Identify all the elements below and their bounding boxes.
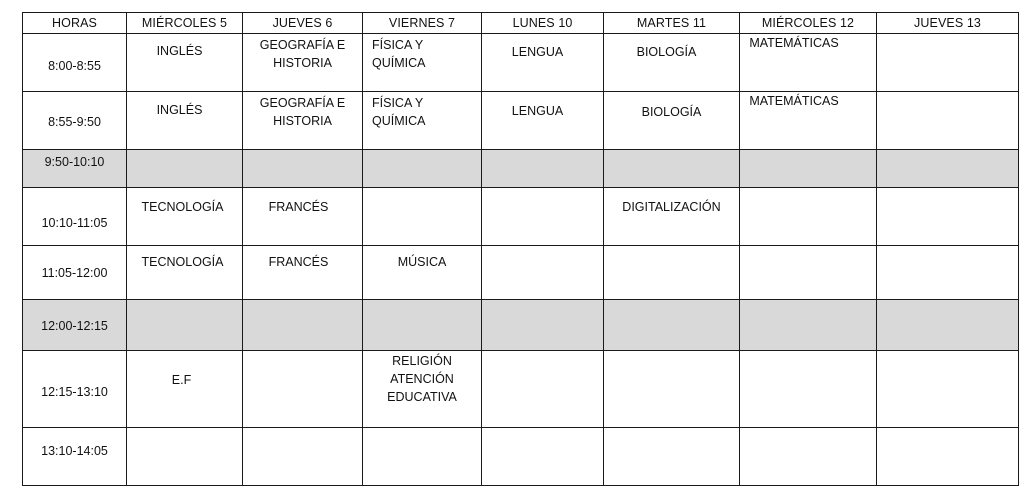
time-slot-row	[23, 246, 1019, 300]
time-slot-row	[23, 92, 1019, 150]
subject-label: BIOLOGÍA	[641, 105, 702, 119]
time-slot-label	[23, 246, 127, 300]
subject-label: INGLÉS	[156, 103, 203, 117]
schedule-cell	[243, 92, 363, 150]
column-header-day: LUNES 10	[482, 13, 604, 34]
subject-label: RELIGIÓN	[392, 354, 452, 368]
schedule-cell	[127, 300, 243, 351]
schedule-cell	[363, 428, 482, 486]
schedule-cell	[604, 300, 740, 351]
subject-label: GEOGRAFÍA E	[259, 96, 346, 110]
subject-label: LENGUA	[511, 104, 564, 118]
subject-label: LENGUA	[511, 45, 564, 59]
break-row	[23, 300, 1019, 351]
column-header-day: JUEVES 6	[243, 13, 363, 34]
schedule-cell	[243, 351, 363, 428]
schedule-cell	[877, 188, 1019, 246]
schedule-cell	[877, 92, 1019, 150]
column-header-day: MIÉRCOLES 12	[740, 13, 877, 34]
subject-label: MÚSICA	[397, 255, 447, 269]
time-slot-text: 8:00-8:55	[48, 58, 101, 73]
time-slot-text: 12:15-13:10	[41, 385, 108, 399]
time-slot-label	[23, 34, 127, 92]
schedule-cell	[363, 150, 482, 188]
schedule-cell	[604, 92, 740, 150]
column-header-day: JUEVES 13	[877, 13, 1019, 34]
schedule-cell	[604, 428, 740, 486]
schedule-cell	[604, 351, 740, 428]
time-slot-text: 9:50-10:10	[44, 154, 105, 169]
subject-label: QUÍMICA	[372, 56, 426, 70]
time-slot-text: 10:10-11:05	[41, 215, 108, 230]
time-slot-label	[23, 92, 127, 150]
time-slot-text: 11:05-12:00	[41, 265, 108, 280]
schedule-cell	[482, 428, 604, 486]
schedule-cell	[127, 188, 243, 246]
schedule-cell	[604, 150, 740, 188]
schedule-cell	[482, 351, 604, 428]
subject-label: BIOLOGÍA	[636, 45, 697, 59]
schedule-cell	[482, 246, 604, 300]
schedule-cell	[127, 428, 243, 486]
column-header-hours: HORAS	[23, 13, 127, 34]
schedule-cell	[740, 150, 877, 188]
schedule-cell	[363, 188, 482, 246]
schedule-cell	[877, 246, 1019, 300]
schedule-cell	[243, 300, 363, 351]
schedule-cell	[877, 34, 1019, 92]
schedule-cell	[243, 188, 363, 246]
time-slot-label	[23, 300, 127, 351]
schedule-cell	[740, 246, 877, 300]
subject-label: HISTORIA	[273, 56, 332, 70]
time-slot-row	[23, 428, 1019, 486]
subject-label: E.F	[171, 373, 192, 387]
schedule-cell	[482, 150, 604, 188]
subject-label: INGLÉS	[156, 44, 203, 58]
subject-label: HISTORIA	[273, 114, 332, 128]
subject-label: ATENCIÓN	[390, 372, 454, 386]
schedule-cell	[482, 300, 604, 351]
time-slot-row	[23, 351, 1019, 428]
subject-label: FRANCÉS	[268, 255, 329, 269]
schedule-cell	[243, 34, 363, 92]
header-row	[23, 13, 1019, 34]
schedule-cell	[363, 300, 482, 351]
schedule-cell	[740, 92, 877, 150]
schedule-cell	[740, 34, 877, 92]
schedule-cell	[363, 92, 482, 150]
schedule-cell	[127, 246, 243, 300]
time-slot-label	[23, 188, 127, 246]
schedule-cell	[604, 246, 740, 300]
column-header-day: MARTES 11	[604, 13, 740, 34]
schedule-cell	[363, 34, 482, 92]
schedule-cell	[127, 150, 243, 188]
time-slot-row	[23, 34, 1019, 92]
schedule-cell	[877, 428, 1019, 486]
schedule-cell	[604, 188, 740, 246]
schedule-cell	[740, 188, 877, 246]
schedule-cell	[243, 246, 363, 300]
schedule-cell	[877, 351, 1019, 428]
subject-label: FRANCÉS	[268, 200, 329, 214]
subject-label: TECNOLOGÍA	[141, 200, 224, 214]
schedule-cell	[604, 34, 740, 92]
schedule-cell	[127, 351, 243, 428]
time-slot-text: 12:00-12:15	[41, 319, 108, 333]
schedule-cell	[363, 246, 482, 300]
column-header-day: MIÉRCOLES 5	[127, 13, 243, 34]
subject-label: TECNOLOGÍA	[141, 255, 224, 269]
subject-label: EDUCATIVA	[387, 390, 457, 404]
schedule-cell	[127, 92, 243, 150]
time-slot-label	[23, 428, 127, 486]
schedule-cell	[482, 34, 604, 92]
schedule-cell	[363, 351, 482, 428]
schedule-cell	[243, 428, 363, 486]
time-slot-label	[23, 351, 127, 428]
subject-label: MATEMÁTICAS	[749, 94, 839, 108]
schedule-cell	[127, 34, 243, 92]
break-row	[23, 150, 1019, 188]
subject-label: MATEMÁTICAS	[749, 36, 839, 50]
column-header-day: VIERNES 7	[363, 13, 482, 34]
subject-label: QUÍMICA	[372, 114, 426, 128]
subject-label: GEOGRAFÍA E	[259, 38, 346, 52]
schedule-cell	[740, 351, 877, 428]
time-slot-label	[23, 150, 127, 188]
schedule-cell	[740, 300, 877, 351]
subject-label: FÍSICA Y	[372, 38, 424, 52]
time-slot-row	[23, 188, 1019, 246]
subject-label: DIGITALIZACIÓN	[622, 200, 721, 214]
schedule-cell	[877, 300, 1019, 351]
subject-label: FÍSICA Y	[372, 96, 424, 110]
schedule-cell	[482, 188, 604, 246]
exam-schedule-table	[22, 12, 1019, 486]
schedule-cell	[877, 150, 1019, 188]
schedule-cell	[243, 150, 363, 188]
schedule-cell	[482, 92, 604, 150]
time-slot-text: 13:10-14:05	[41, 443, 108, 458]
schedule-cell	[740, 428, 877, 486]
time-slot-text: 8:55-9:50	[48, 114, 101, 129]
